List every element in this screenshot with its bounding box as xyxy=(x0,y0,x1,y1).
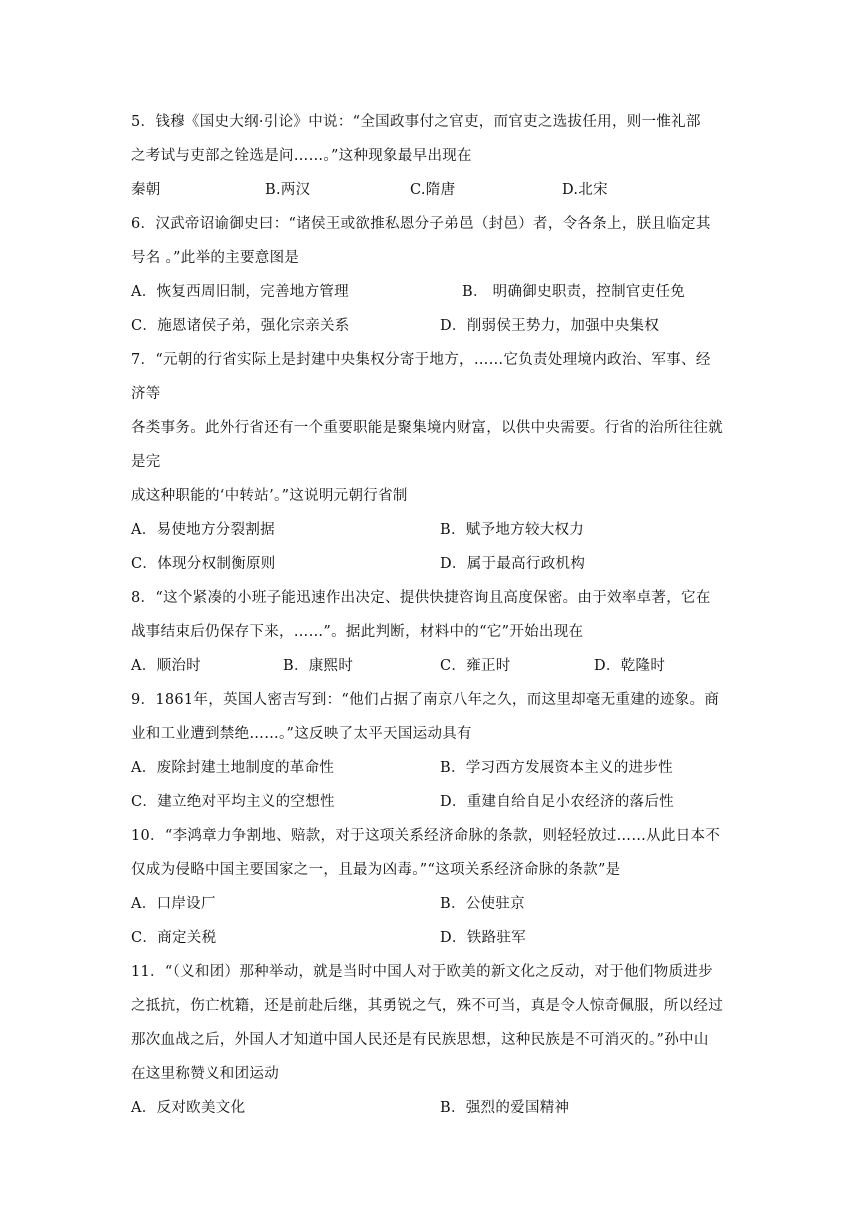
q5-stem-line-1: 5．钱穆《国史大纲·引论》中说：“全国政事付之官吏，而官吏之选拔任用，则一惟礼部 xyxy=(131,114,701,130)
q10-stem-line-2: 仅成为侵略中国主要国家之一，且最为凶毒。”“这项关系经济命脉的条款”是 xyxy=(131,862,621,878)
q9-option-a: A．废除封建土地制度的革命性 xyxy=(131,760,335,776)
q5-option-d: D.北宋 xyxy=(562,182,608,198)
q5-option-b: B.两汉 xyxy=(265,182,311,198)
q8-option-d: D．乾隆时 xyxy=(594,658,666,674)
q9-stem-line-2: 业和工业遭到禁绝……。”这反映了太平天国运动具有 xyxy=(131,726,472,742)
q5-stem-line-2: 之考试与吏部之铨选是问……。”这种现象最早出现在 xyxy=(131,148,472,164)
q8-option-b: B．康熙时 xyxy=(283,658,354,674)
q11-stem-line-3: 那次血战之后，外国人才知道中国人民还是有民族思想，这种民族是不可消灭的。”孙中山 xyxy=(131,1032,709,1048)
q6-option-d: D．削弱侯王势力，加强中央集权 xyxy=(440,318,660,334)
q8-stem-line-2: 战事结束后仍保存下来，……”。据此判断，材料中的“它”开始出现在 xyxy=(131,624,584,640)
q6-option-b: B． 明确御史职责，控制官吏任免 xyxy=(462,284,686,300)
q7-option-a: A．易使地方分裂割据 xyxy=(131,522,275,538)
q5-option-a: 秦朝 xyxy=(131,182,161,198)
q7-stem-line-5: 成这种职能的‘中转站’。”这说明元朝行省制 xyxy=(131,488,408,504)
q8-stem-line-1: 8．“这个紧凑的小班子能迅速作出决定、提供快捷咨询且高度保密。由于效率卓著，它在 xyxy=(131,590,711,606)
q6-option-c: C．施恩诸侯子弟，强化宗亲关系 xyxy=(131,318,350,334)
q6-option-a: A．恢复西周旧制，完善地方管理 xyxy=(131,284,349,300)
q11-stem-line-4: 在这里称赞义和团运动 xyxy=(131,1066,279,1082)
q7-option-d: D．属于最高行政机构 xyxy=(440,556,586,572)
q9-option-b: B．学习西方发展资本主义的进步性 xyxy=(440,760,673,776)
q7-option-c: C．体现分权制衡原则 xyxy=(131,556,276,572)
q10-option-c: C．商定关税 xyxy=(131,930,217,946)
q7-stem-line-2: 济等 xyxy=(131,386,161,402)
q7-option-b: B．赋予地方较大权力 xyxy=(440,522,585,538)
q5-option-c: C.隋唐 xyxy=(410,182,456,198)
q11-option-a: A．反对欧美文化 xyxy=(131,1100,246,1116)
q11-option-b: B．强烈的爱国精神 xyxy=(440,1100,570,1116)
q9-option-c: C．建立绝对平均主义的空想性 xyxy=(131,794,335,810)
q10-option-b: B．公使驻京 xyxy=(440,896,525,912)
q11-stem-line-2: 之抵抗，伤亡枕籍，还是前赴后继，其勇锐之气，殊不可当，真是令人惊奇佩服，所以经过 xyxy=(131,998,723,1014)
q9-stem-line-1: 9．1861年，英国人密吉写到：“他们占据了南京八年之久，而这里却毫无重建的迹象。商 xyxy=(131,692,720,708)
q8-option-a: A．顺治时 xyxy=(131,658,201,674)
q7-stem-line-4: 是完 xyxy=(131,454,161,470)
q7-stem-line-1: 7．“元朝的行省实际上是封建中央集权分寄于地方，……它负责处理境内政治、军事、经 xyxy=(131,352,711,368)
q6-stem-line-1: 6．汉武帝诏谕御史曰：“诸侯王或欲推私恩分子弟邑（封邑）者，令各条上，朕且临定其 xyxy=(131,216,711,232)
q11-stem-line-1: 11．“（义和团）那种举动，就是当时中国人对于欧美的新文化之反动，对于他们物质进步 xyxy=(131,964,713,980)
q10-option-a: A．口岸设厂 xyxy=(131,896,216,912)
q10-option-d: D．铁路驻军 xyxy=(440,930,526,946)
q10-stem-line-1: 10．“李鸿章力争割地、赔款，对于这项关系经济命脉的条款，则轻轻放过……从此日本不 xyxy=(131,828,721,844)
q7-stem-line-3: 各类事务。此外行省还有一个重要职能是聚集境内财富，以供中央需要。行省的治所往往就 xyxy=(131,420,723,436)
q8-option-c: C．雍正时 xyxy=(440,658,511,674)
q9-option-d: D．重建自给自足小农经济的落后性 xyxy=(440,794,674,810)
q6-stem-line-2: 号名 。”此举的主要意图是 xyxy=(131,250,300,266)
